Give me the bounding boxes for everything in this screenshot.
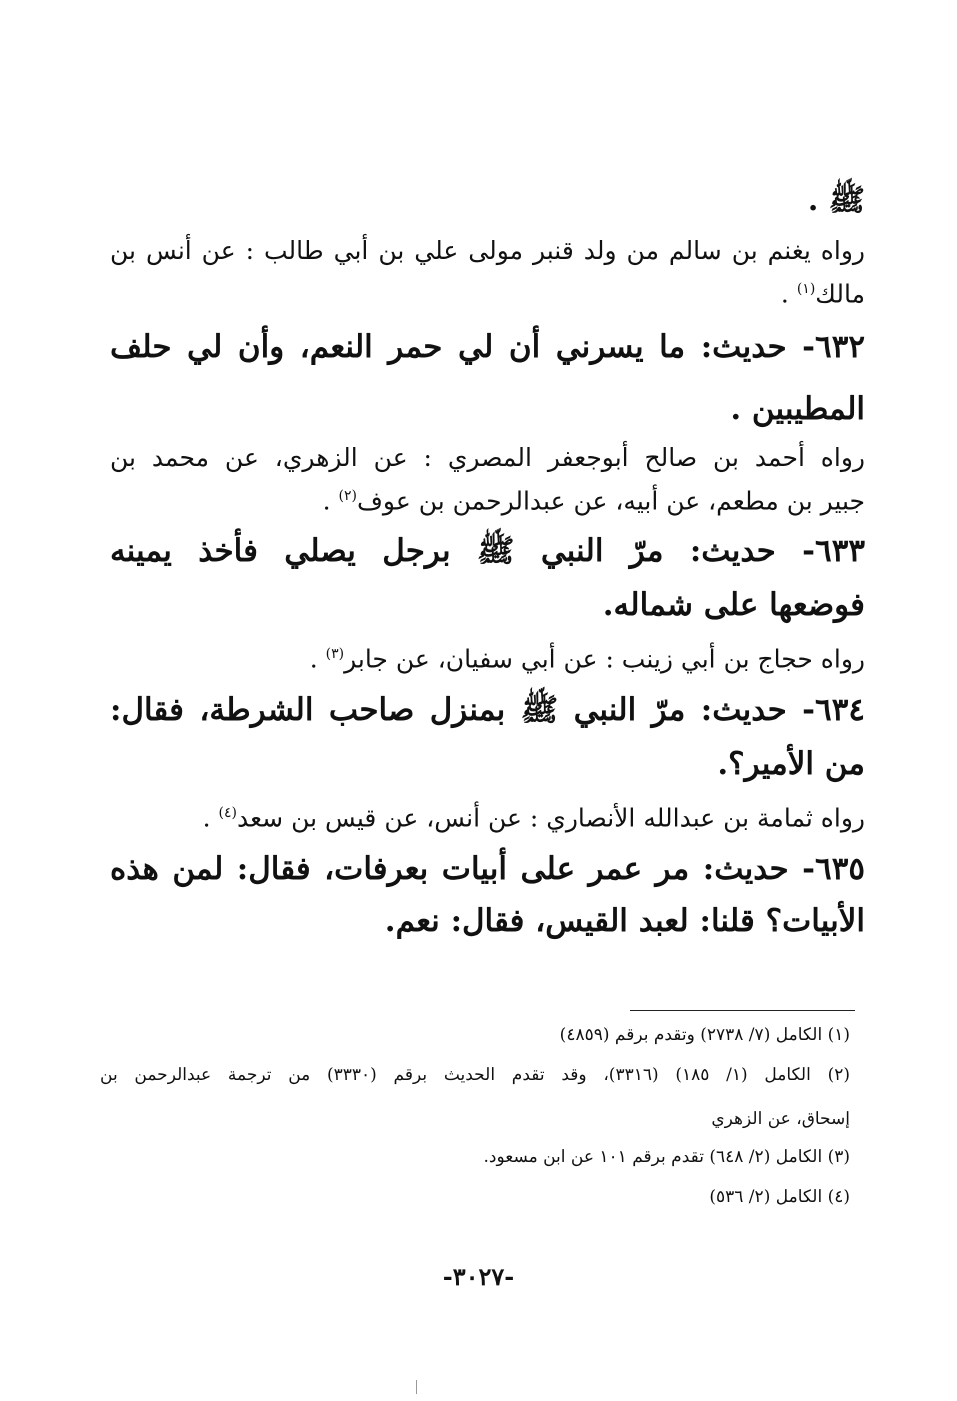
footnote-line: (٣) الكامل (٢/ ٦٤٨) تقدم برقم ١٠١ عن ابن مسعود.	[483, 1147, 850, 1167]
narration-text: رواه ثمامة بن عبدالله الأنصاري : عن أنس، عن قيس بن سعد	[237, 803, 865, 833]
entry-narration	[110, 635, 865, 678]
footnote-line: (٤) الكامل (٢/ ٥٣٦)	[709, 1187, 850, 1207]
hadith-heading	[110, 849, 865, 941]
heading-line: ٦٣٤- حديث: مرّ النبي ﷺ بمنزل صاحب الشرطة، فقال:	[110, 691, 865, 728]
footnote-ref: (١)	[796, 281, 816, 297]
entry-narration	[110, 439, 865, 520]
narration-line: رواه حجاج بن أبي زينب : عن أبي سفيان، عن جابر$^{(٣)}$ .	[309, 643, 865, 673]
hadith-heading	[110, 327, 865, 429]
narration-line: جبير بن مطعم، عن أبيه، عن عبدالرحمن بن عوف$^{(٢)}$ .	[322, 486, 865, 516]
hadith-heading	[110, 690, 865, 784]
footnotes	[100, 1020, 850, 1212]
page-body	[110, 176, 865, 941]
footnote-line: (٢) الكامل (١/ ١٨٥) (٣٣١٦)، وقد تقدم الحديث برقم (٣٣٣٠) من ترجمة عبدالرحمن بن	[100, 1065, 850, 1085]
narration-line: رواه أحمد بن صالح أبوجعفر المصري : عن الزهري، عن محمد بن	[110, 443, 865, 473]
heading-line: الأبيات؟ قلنا: لعبد القيس، فقال: نعم.	[384, 903, 865, 940]
entry-narration	[110, 794, 865, 837]
narration-line: رواه يغنم بن سالم من ولد قنبر مولى علي بن أبي طالب : عن أنس بن	[110, 236, 865, 265]
heading-line: ٦٣٢- حديث: ما يسرني أن لي حمر النعم، وأن لي حلف	[110, 329, 865, 366]
narration-line: رواه ثمامة بن عبدالله الأنصاري : عن أنس، عن قيس بن سعد$^{(٤)}$ .	[202, 803, 865, 833]
page-number: -٣٠٢٧-	[442, 1262, 515, 1291]
footnote-ref: (٢)	[338, 488, 357, 505]
footnote-separator	[630, 1010, 855, 1011]
hadith-heading	[110, 531, 865, 625]
footnote-ref: (٤)	[218, 804, 237, 821]
narration-line: مالك$^{(١)}$ .	[780, 279, 865, 309]
heading-line: ٦٣٥- حديث: مر عمر على أبيات بعرفات، فقال: لمن هذه	[110, 851, 865, 888]
narration-text: مالك	[815, 279, 865, 309]
heading-line: من الأمير؟.	[717, 745, 865, 782]
lead-fragment: ﷺ .	[807, 183, 865, 218]
narration-text: جبير بن مطعم، عن أبيه، عن عبدالرحمن بن عوف	[357, 486, 865, 516]
heading-line: المطيبين .	[730, 391, 865, 428]
footnote-ref: (٣)	[325, 645, 345, 662]
narration-text: رواه حجاج بن أبي زينب : عن أبي سفيان، عن جابر	[344, 643, 865, 673]
footnote-line: (١) الكامل (٧/ ٢٧٣٨) وتقدم برقم (٤٨٥٩)	[559, 1025, 850, 1045]
heading-line: ٦٣٣- حديث: مرّ النبي ﷺ برجل يصلي فأخذ يمينه	[110, 532, 865, 569]
scan-mark	[416, 1380, 417, 1394]
footnote-line: إسحاق، عن الزهري	[711, 1109, 850, 1129]
heading-line: فوضعها على شماله.	[602, 586, 865, 623]
entry-narration	[110, 232, 865, 313]
